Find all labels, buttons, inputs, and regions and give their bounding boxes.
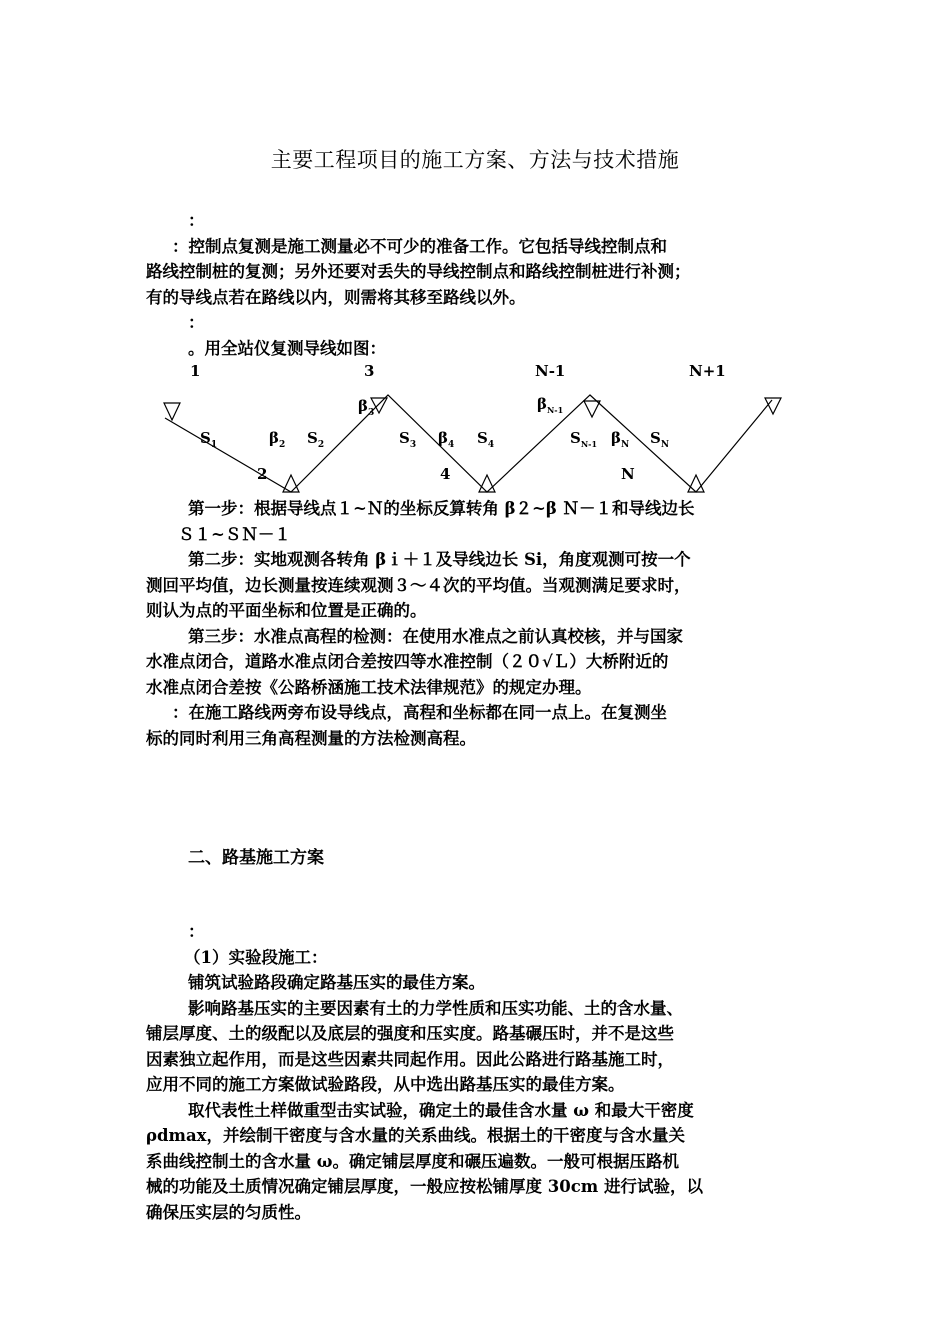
text-line: 水准点闭合，道路水准点闭合差按四等水准控制（２０√Ｌ）大桥附近的 [146, 652, 669, 671]
text-line: 水准点闭合差按《公路桥涵施工技术法律规范》的规定办理。 [146, 677, 592, 697]
section2-text [146, 919, 806, 1225]
angle-beta-n: $\beta_N$ [611, 429, 630, 450]
angle-beta-3: $\beta_3$ [358, 397, 375, 418]
side-sn-1: $S_{N-1}$ [570, 429, 598, 449]
angle-beta-4: $\beta_4$ [438, 429, 455, 450]
text-line: 确保压实层的匀质性。 [146, 1202, 311, 1222]
text-line: ：在施工路线两旁布设导线点，高程和坐标都在同一点上。在复测坐 [172, 703, 667, 722]
top-label-n+1: N+1 [689, 362, 726, 380]
text-line: ： [188, 922, 205, 941]
station-triangle-n-1 [584, 401, 600, 417]
text-line: 则认为点的平面坐标和位置是正确的。 [146, 601, 427, 620]
text-line: ：控制点复测是施工测量必不可少的准备工作。它包括导线控制点和 [172, 236, 667, 256]
text-line: 影响路基压实的主要因素有土的力学性质和压实功能、土的含水量、 [188, 998, 683, 1018]
text-line: 第二步：实地观测各转角 βｉ＋１及导线边长 Si，角度观测可按一个 [188, 550, 691, 569]
top-label-3: 3 [364, 362, 375, 380]
side-s1: $S_1$ [200, 429, 218, 450]
text-line: 第一步：根据导线点１~Ｎ的坐标反算转角 β２~β Ｎ－１和导线边长 [188, 499, 695, 518]
text-line: ： [188, 313, 205, 332]
side-s3: $S_3$ [399, 429, 417, 450]
station-triangle-4 [479, 475, 495, 492]
text-line: （1）实验段施工： [184, 947, 328, 967]
text-line: ρdmax，并绘制干密度与含水量的关系曲线。根据土的干密度与含水量关 [146, 1126, 685, 1145]
top-label-n-1: N-1 [535, 362, 566, 380]
station-triangle-1 [164, 403, 180, 420]
side-sn: $S_N$ [650, 429, 670, 450]
text-line: 取代表性土样做重型击实试验，确定土的最佳含水量 ω 和最大干密度 [188, 1100, 694, 1120]
steps-text [146, 496, 806, 751]
section-heading: 二、路基施工方案 [188, 848, 324, 868]
text-line: Ｓ１~ＳＮ－１ [178, 524, 291, 544]
text-line: 。用全站仪复测导线如图： [188, 338, 386, 358]
station-triangle-2 [283, 475, 299, 492]
bottom-label-4: 4 [440, 465, 451, 483]
side-s2: $S_2$ [307, 429, 325, 450]
angle-beta-n-1: $\beta_{N-1}$ [537, 395, 564, 415]
angle-beta-2: $\beta_2$ [269, 429, 286, 450]
text-line: 路线控制桩的复测；另外还要对丢失的导线控制点和路线控制桩进行补测； [146, 262, 691, 281]
text-line: 械的功能及土质情况确定铺层厚度，一般应按松铺厚度 30cm 进行试验，以 [146, 1177, 703, 1196]
page-title: 主要工程项目的施工方案、方法与技术措施 [270, 148, 680, 172]
text-line: 铺筑试验路段确定路基压实的最佳方案。 [188, 973, 485, 992]
text-line: 铺层厚度、土的级配以及底层的强度和压实度。路基碾压时，并不是这些 [146, 1024, 674, 1043]
top-label-1: 1 [190, 362, 201, 380]
text-line: 第三步：水准点高程的检测：在使用水准点之前认真校核，并与国家 [188, 626, 683, 646]
text-line: 应用不同的施工方案做试验路段，从中选出路基压实的最佳方案。 [146, 1075, 625, 1094]
bottom-label-n: N [621, 465, 635, 483]
text-line: 因素独立起作用，而是这些因素共同起作用。因此公路进行路基施工时， [146, 1049, 674, 1069]
station-triangle-n [688, 475, 704, 492]
text-line: 有的导线点若在路线以内，则需将其移至路线以外。 [146, 287, 526, 307]
text-line: 系曲线控制土的含水量 ω。确定铺层厚度和碾压遍数。一般可根据压路机 [146, 1151, 679, 1171]
text-line: 测回平均值，边长测量按连续观测３～４次的平均值。当观测满足要求时， [146, 575, 691, 595]
text-line: 标的同时利用三角高程测量的方法检测高程。 [146, 728, 476, 748]
bottom-label-2: 2 [257, 465, 268, 483]
side-s4: $S_4$ [477, 429, 495, 450]
text-line: ： [188, 211, 205, 230]
